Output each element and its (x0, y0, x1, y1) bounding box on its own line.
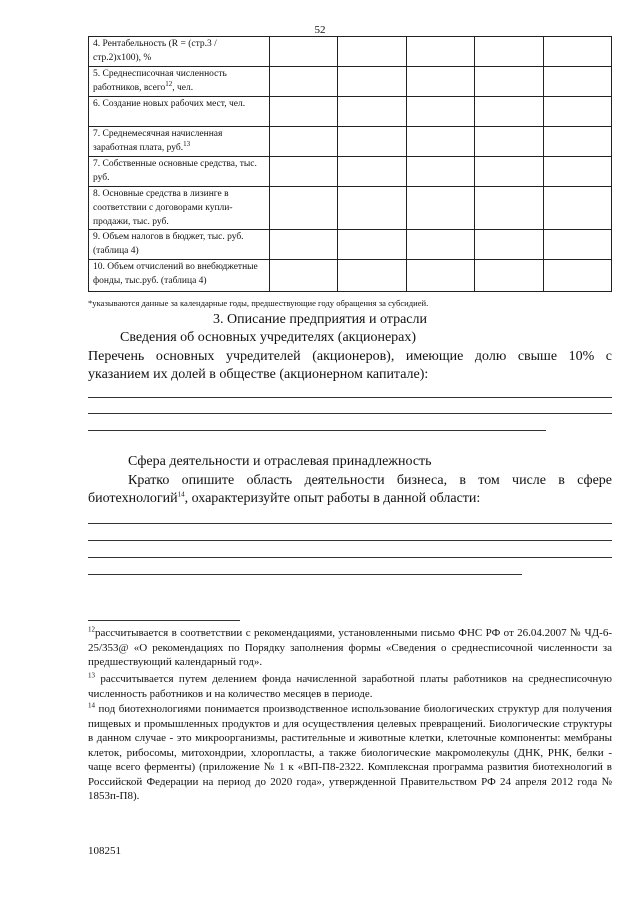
data-cell[interactable] (338, 187, 406, 230)
paragraph-sphere: Кратко опишите область деятельности бизнеса, в том числе в сфере биотехнологий$^{14}$, охарактеризуйте опыт работы в данной области: (88, 473, 612, 506)
data-cell[interactable] (338, 97, 406, 127)
table-row (89, 230, 612, 260)
answer-line[interactable] (88, 574, 522, 575)
table-row (89, 187, 612, 230)
table-row (89, 260, 612, 292)
data-cell[interactable] (406, 157, 474, 187)
row-label: 9. Объем налогов в бюджет, тыс. руб. (таблица 4) (89, 230, 270, 260)
data-cell[interactable] (270, 187, 338, 230)
table-row (89, 127, 612, 157)
indicators-table (88, 36, 612, 292)
answer-line[interactable] (88, 397, 612, 398)
data-cell[interactable] (475, 127, 543, 157)
row-label: 5. Среднесписочная численность работников, всего$^{12}$, чел. (89, 67, 270, 97)
data-cell[interactable] (475, 230, 543, 260)
data-cell[interactable] (543, 260, 611, 292)
data-cell[interactable] (406, 260, 474, 292)
data-cell[interactable] (475, 97, 543, 127)
data-cell[interactable] (406, 37, 474, 67)
data-cell[interactable] (406, 230, 474, 260)
data-cell[interactable] (475, 260, 543, 292)
table-row (89, 37, 612, 67)
table-row (89, 157, 612, 187)
data-cell[interactable] (338, 260, 406, 292)
data-cell[interactable] (338, 157, 406, 187)
data-cell[interactable] (475, 187, 543, 230)
answer-line[interactable] (88, 430, 546, 431)
answer-line[interactable] (88, 413, 612, 414)
data-cell[interactable] (406, 97, 474, 127)
data-cell[interactable] (338, 127, 406, 157)
data-cell[interactable] (338, 37, 406, 67)
data-cell[interactable] (270, 230, 338, 260)
data-cell[interactable] (406, 67, 474, 97)
data-cell[interactable] (543, 97, 611, 127)
data-cell[interactable] (270, 127, 338, 157)
data-cell[interactable] (270, 37, 338, 67)
data-cell[interactable] (270, 67, 338, 97)
row-label: 7. Собственные основные средства, тыс. руб. (89, 157, 270, 187)
row-label: 4. Рентабельность (R = (стр.3 / стр.2)x100), % (89, 37, 270, 67)
subheading-founders: Сведения об основных учредителях (акционерах) (120, 330, 417, 345)
data-cell[interactable] (543, 187, 611, 230)
row-label: 7. Среднемесячная начисленная заработная плата, руб.$^{13}$ (89, 127, 270, 157)
answer-line[interactable] (88, 540, 612, 541)
page-number: 52 (314, 24, 326, 36)
footnote-separator (88, 620, 240, 621)
document-code: 108251 (88, 845, 121, 857)
data-cell[interactable] (270, 97, 338, 127)
data-cell[interactable] (475, 157, 543, 187)
subheading-sphere: Сфера деятельности и отраслевая принадлежность (128, 454, 432, 469)
footnote-12: $^{12}$рассчитывается в соответствии с рекомендациями, установленными письмо ФНС РФ от 26.04.2007 № ЧД-6-25/353@ «О рекомендациях по Порядку заполнения формы «Сведения о среднесписочной численности за предшествующий календарный год». (88, 625, 612, 668)
data-cell[interactable] (338, 230, 406, 260)
data-cell[interactable] (475, 37, 543, 67)
data-cell[interactable] (406, 127, 474, 157)
section-title: 3. Описание предприятия и отрасли (212, 312, 427, 327)
row-label: 6. Создание новых рабочих мест, чел. (89, 97, 270, 127)
footnote-14: $^{14}$ под биотехнологиями понимается производственное использование биологических структур для получения пищевых и промышленных продуктов и для осуществления целевых превращений. Биологические структуры в данном случае - это микроорганизмы, растительные и животные клетки, клеточные компоненты: мембраны клеток, рибосомы, митохондрии, хлоропласты, а также биологические макромолекулы (ДНК, РНК, белки - чаще всего ферменты) (приложение № 1 к «ВП-П8-2322. Комплексная программа развития биотехнологий в Российской Федерации на период до 2020 года», утвержденной Правительством РФ 24 апреля 2012 года № 1853п-П8). (88, 701, 612, 802)
data-cell[interactable] (543, 230, 611, 260)
table-row (89, 67, 612, 97)
data-cell[interactable] (543, 67, 611, 97)
paragraph-founders: Перечень основных учредителей (акционеров), имеющие долю свыше 10% с указанием их долей в обществе (акционерном капитале): (88, 349, 612, 382)
data-cell[interactable] (338, 67, 406, 97)
table-note: *указываются данные за календарные годы, предшествующие году обращения за субсидией. (88, 298, 429, 308)
row-label: 10. Объем отчислений во внебюджетные фонды, тыс.руб. (таблица 4) (89, 260, 270, 292)
footnote-13: $^{13}$ рассчитывается путем делением фонда начисленной заработной платы работников на среднесписочную численность работников и на количество месяцев в периоде. (88, 671, 612, 700)
row-label: 8. Основные средства в лизинге в соответствии с договорами купли-продажи, тыс. руб. (89, 187, 270, 230)
data-cell[interactable] (543, 157, 611, 187)
data-cell[interactable] (475, 67, 543, 97)
answer-line[interactable] (88, 523, 612, 524)
table-row (89, 97, 612, 127)
data-cell[interactable] (543, 37, 611, 67)
data-cell[interactable] (270, 260, 338, 292)
answer-line[interactable] (88, 557, 612, 558)
data-cell[interactable] (406, 187, 474, 230)
data-cell[interactable] (270, 157, 338, 187)
data-cell[interactable] (543, 127, 611, 157)
